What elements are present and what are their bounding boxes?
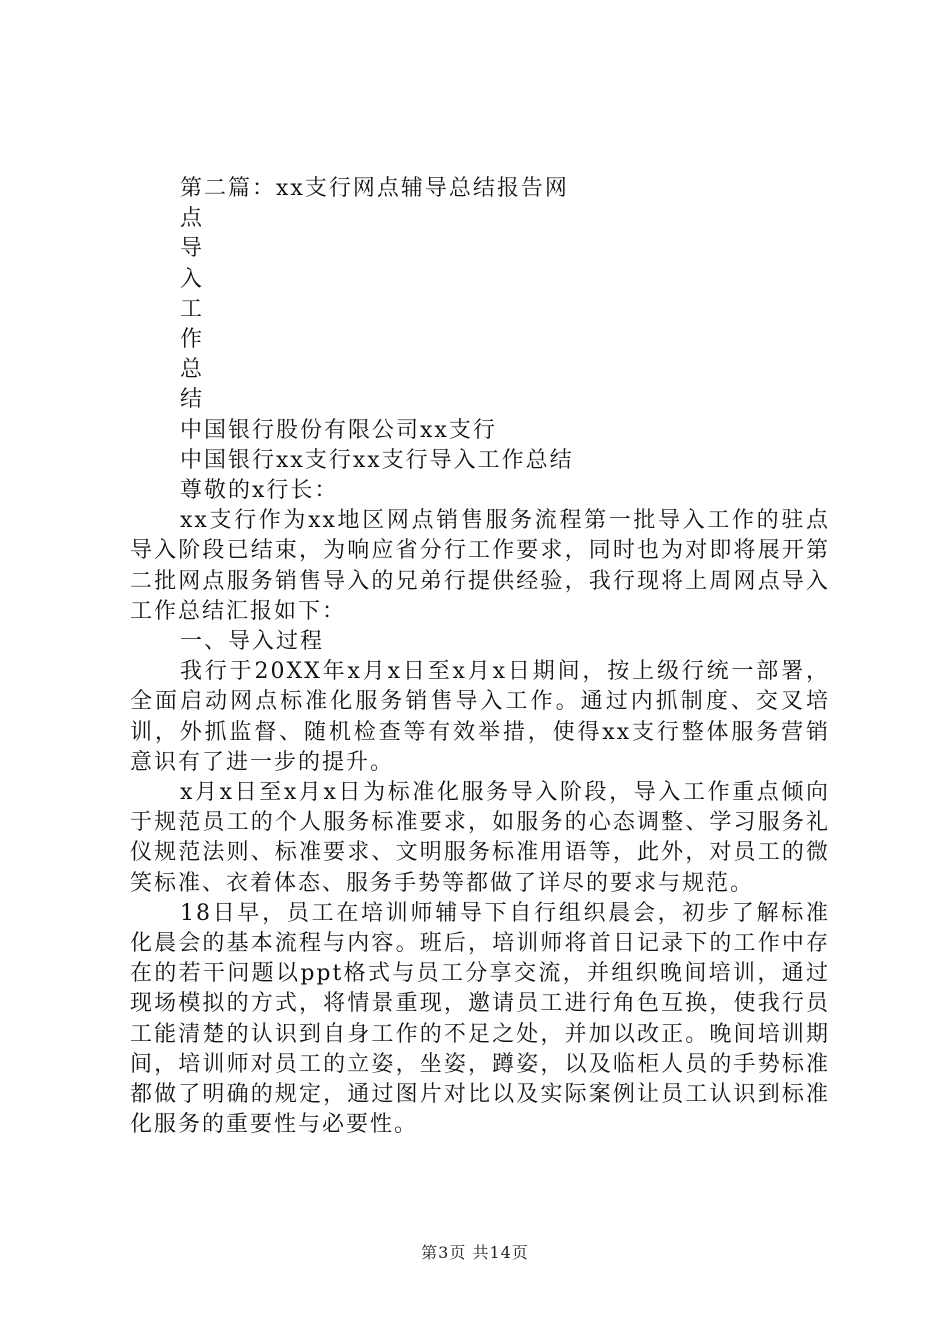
paragraph-intro: xx支行作为xx地区网点销售服务流程第一批导入工作的驻点导入阶段已结束，为响应省分行工作要求，同时也为对即将展开第二批网点服务销售导入的兄弟行提供经验，我行现将上周网点导入工作总结汇报如下： <box>130 508 830 624</box>
paragraph-process: 我行于20XX年x月x日至x月x日期间，按上级行统一部署，全面启动网点标准化服务销售导入工作。通过内抓制度、交叉培训，外抓监督、随机检查等有效举措，使得xx支行整体服务营销意识有了进一步的提升。 <box>130 659 830 775</box>
document-title: 第二篇：xx支行网点辅导总结报告网 <box>180 176 569 201</box>
subtitle-line: 中国银行xx支行xx支行导入工作总结 <box>180 447 574 473</box>
vertical-char: 结 <box>180 387 205 413</box>
paragraph-training: 18日早，员工在培训师辅导下自行组织晨会，初步了解标准化晨会的基本流程与内容。班后，培训师将首日记录下的工作中存在的若干问题以ppt格式与员工分享交流，并组织晚间培训，通过现场模拟的方式，将情景重现，邀请员工进行角色互换，使我行员工能清楚的认识到自身工作的不足之处，并加以改正。晚间培训期间，培训师对员工的立姿，坐姿，蹲姿，以及临柜人员的手势标准都做了明确的规定，通过图片对比以及实际案例让员工认识到标准化服务的重要性与必要性。 <box>130 900 830 1138</box>
salutation: 尊敬的x行长： <box>180 478 339 504</box>
vertical-char: 入 <box>180 266 205 292</box>
page-footer: 第3页 共14页 <box>421 1243 529 1262</box>
vertical-char: 导 <box>180 236 205 262</box>
section-heading: 一、导入过程 <box>180 629 325 655</box>
vertical-char: 点 <box>180 206 205 232</box>
vertical-char: 总 <box>180 357 205 383</box>
paragraph-standardization: x月x日至x月x日为标准化服务导入阶段，导入工作重点倾向于规范员工的个人服务标准要求，如服务的心态调整、学习服务礼仪规范法则、标准要求、文明服务标准用语等，此外，对员工的微笑标准、衣着体态、服务手势等都做了详尽的要求与规范。 <box>130 780 830 896</box>
organization-line: 中国银行股份有限公司xx支行 <box>180 417 497 443</box>
document-body <box>130 174 830 1141</box>
vertical-char: 作 <box>180 327 205 353</box>
vertical-char: 工 <box>180 296 205 322</box>
